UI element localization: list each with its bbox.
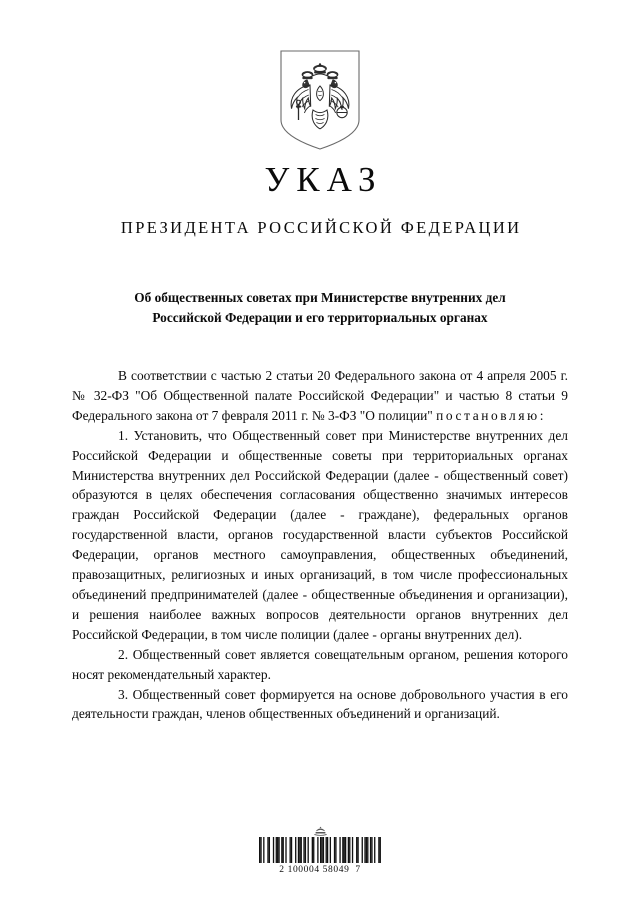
- document-subject-heading: [72, 288, 568, 328]
- barcode-number: 2 100004 58049 7: [279, 865, 361, 875]
- clause-1: [72, 426, 568, 645]
- barcode-area: [0, 826, 640, 875]
- page-title: УКАЗ: [264, 160, 383, 199]
- title-block: [0, 162, 640, 237]
- subject-line-1: Об общественных советах при Министерстве внутренних дел: [134, 290, 506, 305]
- clause-text: Установить, что Общественный совет при Министерстве внутренних дел Российской Федерации и общественные советы при территориальных органах Министерства внутренних дел Российской Федерации (далее - общественный совет) образуются в целях обеспечения согласования общественно значимых интересов граждан Российской Федерации (далее - граждане), федеральных органов государственной власти, органов государственной власти субъектов Российской Федерации, органов местного самоуправления, общественных объединений, правозащитных, религиозных и иных организаций, в том числе профессиональных объединений предпринимателей (далее - общественные объединения и организации), и решения наиболее важных вопросов деятельности органов внутренних дел Российской Федерации, в том числе полиции (далее - органы внутренних дел).: [72, 427, 568, 642]
- clause-3: [72, 685, 568, 725]
- document-body: [72, 366, 568, 724]
- decree-colon: :: [539, 407, 544, 423]
- clause-2: [72, 645, 568, 685]
- decree-verb: постановляю: [436, 407, 540, 423]
- clause-number: 1.: [118, 427, 129, 443]
- small-emblem-icon: [313, 826, 328, 836]
- preamble-text: В соответствии с частью 2 статьи 20 Федерального закона от 4 апреля 2005 г. № 32-ФЗ "Об Общественной палате Российской Федерации" и частью 8 статьи 9 Федерального закона от 7 февраля 2011 г. № 3-ФЗ "О полиции": [72, 368, 568, 423]
- clause-text: Общественный совет является совещательным органом, решения которого носят рекомендательный характер.: [72, 646, 568, 682]
- preamble-paragraph: [72, 366, 568, 426]
- barcode-image: [259, 837, 381, 863]
- page-subtitle: ПРЕЗИДЕНТА РОССИЙСКОЙ ФЕДЕРАЦИИ: [120, 217, 522, 237]
- clause-number: 2.: [118, 646, 129, 662]
- clause-text: Общественный совет формируется на основе добровольного участия в его деятельности граждан, членов общественных объединений и организаций.: [72, 686, 568, 722]
- subject-line-2: Российской Федерации и его территориальных органах: [152, 310, 488, 326]
- clause-number: 3.: [118, 686, 129, 702]
- russian-coat-of-arms-icon: [277, 48, 363, 152]
- emblem-container: [0, 48, 640, 152]
